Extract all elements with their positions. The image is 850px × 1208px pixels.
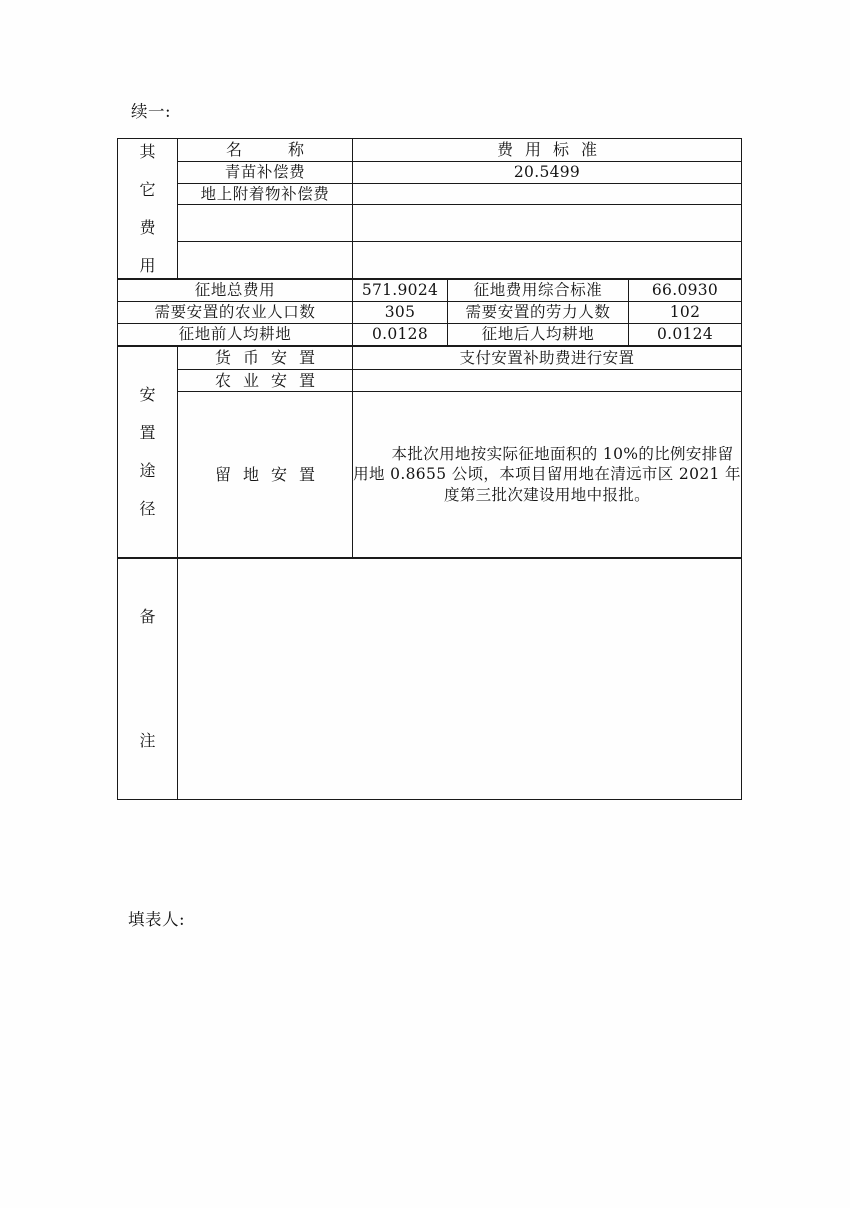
header-standard-col-label: 费用标准 — [496, 140, 609, 159]
table-row — [118, 369, 742, 392]
fee-standard-3 — [353, 242, 742, 279]
summary-label-right-0: 征地费用综合标准 — [448, 280, 629, 302]
fee-standard-2 — [353, 205, 742, 242]
table-row — [118, 139, 742, 162]
table-row — [118, 183, 742, 205]
table-row — [118, 161, 742, 183]
summary-label-left-1: 需要安置的农业人口数 — [118, 302, 353, 324]
summary-label-left-0: 征地总费用 — [118, 280, 353, 302]
fee-standard-1 — [353, 183, 742, 205]
land-reserve-resettlement-value: 本批次用地按实际征地面积的 10%的比例安排留用地 0.8655 公顷，本项目留用地在清远市区 2021 年度第三批次建设用地中报批。 — [353, 392, 742, 558]
table-row — [118, 302, 742, 324]
monetary-resettlement-value: 支付安置补助费进行安置 — [353, 347, 742, 370]
fee-name-2 — [178, 205, 353, 242]
monetary-resettlement-label: 货币安置 — [214, 348, 327, 368]
resettlement-item-label-0 — [178, 347, 353, 370]
remarks-label-char-1: 注 — [139, 731, 156, 751]
fee-name-3 — [178, 242, 353, 279]
form-filler-label: 填表人: — [128, 910, 186, 929]
land-reserve-resettlement-label: 留地安置 — [214, 465, 327, 485]
table-row — [118, 324, 742, 346]
header-standard-col — [353, 139, 742, 162]
summary-value-left-1: 305 — [353, 302, 448, 324]
resettlement-label-char-3: 径 — [139, 499, 156, 519]
summary-value-right-2: 0.0124 — [629, 324, 742, 346]
summary-table — [117, 279, 742, 346]
summary-value-right-0: 66.0930 — [629, 280, 742, 302]
table-row — [118, 559, 742, 800]
land-acquisition-table-wrapper — [117, 138, 741, 800]
other-fees-label-char-1: 它 — [139, 179, 156, 199]
resettlement-item-label-1 — [178, 369, 353, 392]
agricultural-resettlement-label: 农业安置 — [214, 370, 327, 390]
agricultural-resettlement-value — [353, 369, 742, 392]
resettlement-label-char-0: 安 — [139, 385, 156, 405]
table-row — [118, 392, 742, 558]
other-fees-table — [117, 138, 742, 279]
continuation-label: 续一: — [131, 102, 172, 121]
remarks-label-char-0: 备 — [139, 607, 156, 627]
summary-value-left-2: 0.0128 — [353, 324, 448, 346]
summary-label-right-2: 征地后人均耕地 — [448, 324, 629, 346]
summary-value-left-0: 571.9024 — [353, 280, 448, 302]
summary-label-right-1: 需要安置的劳力人数 — [448, 302, 629, 324]
remarks-row-label — [118, 559, 178, 800]
header-name-col — [178, 139, 353, 162]
fee-name-1: 地上附着物补偿费 — [178, 183, 353, 205]
remarks-value — [178, 559, 742, 800]
resettlement-label-char-1: 置 — [139, 423, 156, 443]
summary-value-right-1: 102 — [629, 302, 742, 324]
other-fees-row-label — [118, 139, 178, 279]
resettlement-item-label-2 — [178, 392, 353, 558]
other-fees-label-char-0: 其 — [139, 141, 156, 161]
other-fees-label-char-3: 用 — [139, 255, 156, 275]
fee-standard-0: 20.5499 — [353, 161, 742, 183]
table-row — [118, 205, 742, 242]
table-row — [118, 280, 742, 302]
other-fees-label-char-2: 费 — [139, 217, 156, 237]
resettlement-table — [117, 346, 742, 558]
summary-label-left-2: 征地前人均耕地 — [118, 324, 353, 346]
fee-name-0: 青苗补偿费 — [178, 161, 353, 183]
resettlement-row-label — [118, 347, 178, 558]
table-row — [118, 242, 742, 279]
remarks-table — [117, 558, 742, 800]
resettlement-label-char-2: 途 — [139, 461, 156, 481]
header-name-col-label: 名 称 — [225, 140, 319, 159]
table-row — [118, 347, 742, 370]
